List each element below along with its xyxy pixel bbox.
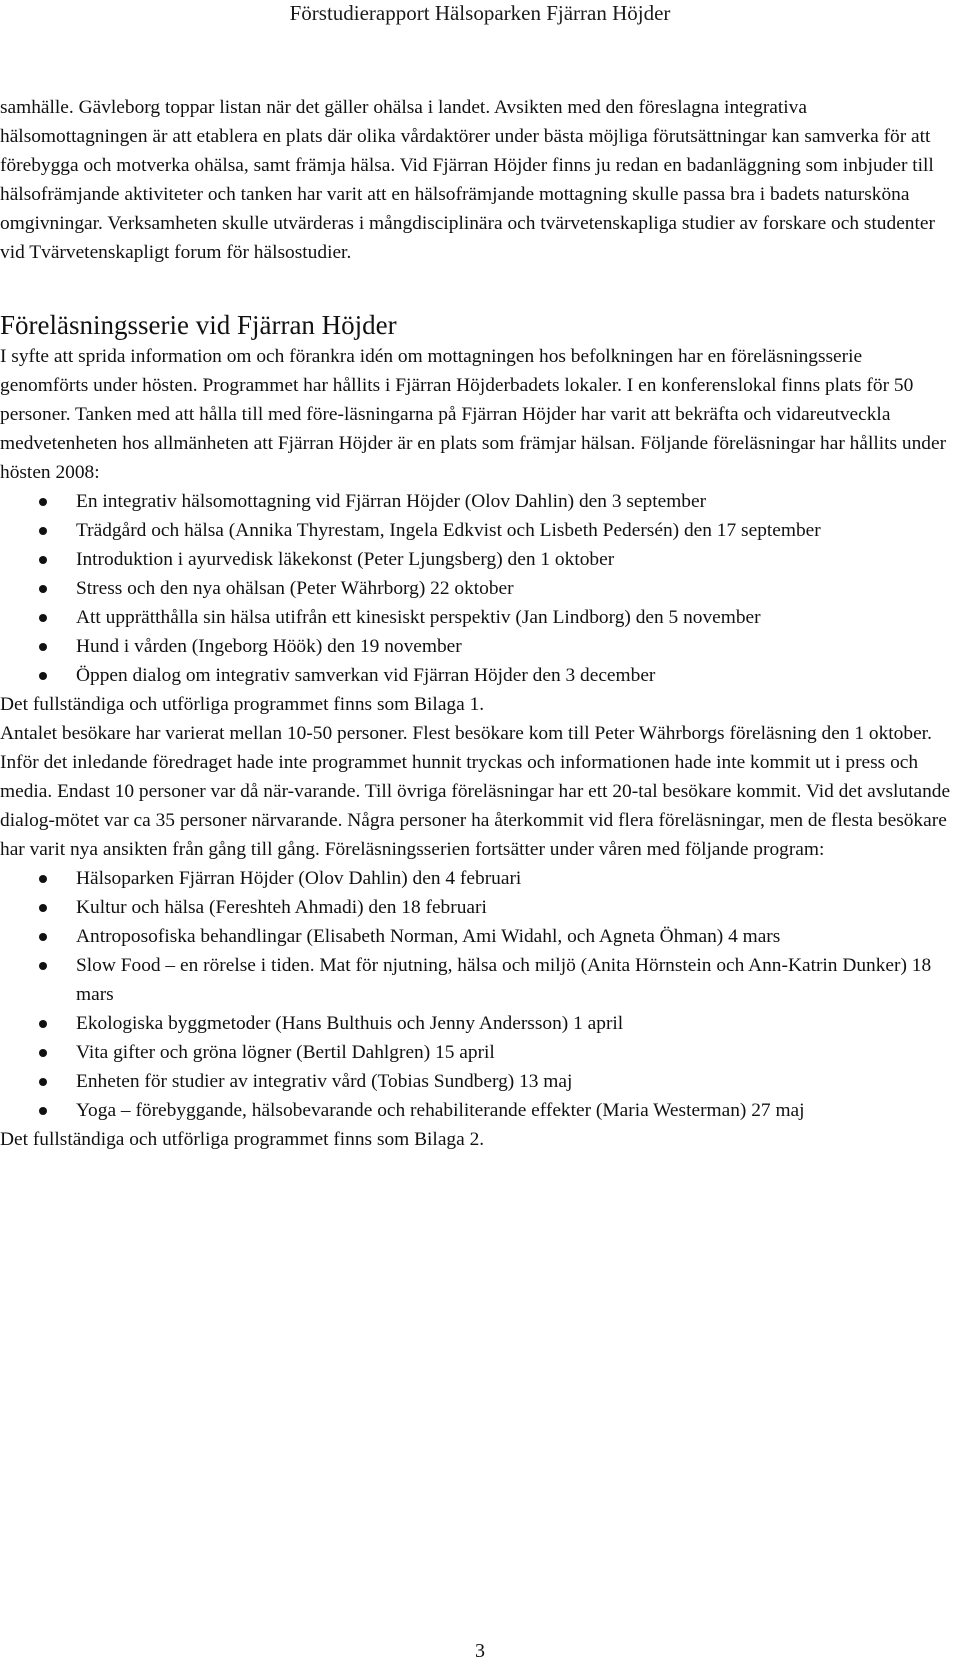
list-item xyxy=(0,893,952,922)
bullet-icon xyxy=(39,1107,47,1115)
list-item xyxy=(0,1038,952,1067)
list-item-text: En integrativ hälsomottagning vid Fjärran Höjder (Olov Dahlin) den 3 september xyxy=(76,491,707,512)
list-item xyxy=(0,603,952,632)
list-item xyxy=(0,1096,952,1125)
list-item xyxy=(0,516,952,545)
list-item xyxy=(0,922,952,951)
spring-lecture-list xyxy=(0,864,952,1125)
section-heading: Föreläsningsserie vid Fjärran Höjder xyxy=(0,310,397,340)
list-item xyxy=(0,1009,952,1038)
bullet-icon xyxy=(39,962,47,970)
list-item xyxy=(0,1067,952,1096)
list-item xyxy=(0,574,952,603)
bullet-icon xyxy=(39,527,47,535)
list-item-text: Introduktion i ayurvedisk läkekonst (Peter Ljungsberg) den 1 oktober xyxy=(76,549,615,570)
bullet-icon xyxy=(39,643,47,651)
intro-paragraph: samhälle. Gävleborg toppar listan när det gäller ohälsa i landet. Avsikten med den föreslagna integrativa hälsomottagningen är att etablera en plats där olika vårdaktörer under bästa möjliga förutsättningar kan samverka för att förebygga och motverka ohälsa, samt främja hälsa. Vid Fjärran Höjder finns ju redan en badanläggning som inbjuder till hälsofrämjande aktiviteter och tanken har varit att en hälsofrämjande mottagning skulle passa bra i badets natursköna omgivningar. Verksamheten skulle utvärderas i mångdisciplinära och tvärvetenskapliga studier av forskare och studenter vid Tvärvetenskapligt forum för hälsostudier. xyxy=(0,97,935,263)
list-item xyxy=(0,487,952,516)
page-number: 3 xyxy=(475,1640,485,1662)
bullet-icon xyxy=(39,498,47,506)
appendix-note-1: Det fullständiga och utförliga programmet finns som Bilaga 1. xyxy=(0,694,485,715)
bullet-icon xyxy=(39,614,47,622)
bullet-icon xyxy=(39,556,47,564)
bullet-icon xyxy=(39,904,47,912)
list-item-text: Yoga – förebyggande, hälsobevarande och rehabiliterande effekter (Maria Westerman) 27 maj xyxy=(76,1100,805,1121)
list-item-text: Slow Food – en rörelse i tiden. Mat för njutning, hälsa och miljö (Anita Hörnstein och Ann-Katrin Dunker) 18 mars xyxy=(76,955,932,1005)
section-paragraph: I syfte att sprida information om och förankra idén om mottagningen hos befolkningen har en föreläsningsserie genomförts under hösten. Programmet har hållits i Fjärran Höjderbadets lokaler. I en konferenslokal finns plats för 50 personer. Tanken med att hålla till med före-läsningarna på Fjärran Höjder har varit att bekräfta och vidareutveckla medvetenheten hos allmänheten att Fjärran Höjder är en plats som främjar hälsan. Följande föreläsningar har hållits under hösten 2008: xyxy=(0,346,947,483)
bullet-icon xyxy=(39,933,47,941)
autumn-lecture-list xyxy=(0,487,952,690)
list-item-text: Hund i vården (Ingeborg Höök) den 19 november xyxy=(76,636,462,657)
list-item-text: Hälsoparken Fjärran Höjder (Olov Dahlin) den 4 februari xyxy=(76,868,522,889)
bullet-icon xyxy=(39,1049,47,1057)
list-item-text: Ekologiska byggmetoder (Hans Bulthuis och Jenny Andersson) 1 april xyxy=(76,1013,624,1034)
list-item-text: Vita gifter och gröna lögner (Bertil Dahlgren) 15 april xyxy=(76,1042,495,1063)
bullet-icon xyxy=(39,585,47,593)
page-body xyxy=(0,93,952,1154)
list-item-text: Antroposofiska behandlingar (Elisabeth Norman, Ami Widahl, och Agneta Öhman) 4 mars xyxy=(76,926,781,947)
list-item-text: Enheten för studier av integrativ vård (Tobias Sundberg) 13 maj xyxy=(76,1071,573,1092)
visitors-paragraph: Antalet besökare har varierat mellan 10-50 personer. Flest besökare kom till Peter Währborgs föreläsning den 1 oktober. Inför det inledande föredraget hade inte programmet hunnit tryckas och informationen hade inte kommit ut i press och media. Endast 10 personer var då när-varande. Till övriga föreläsningar har ett 20-tal besökare kommit. Vid det avslutande dialog-mötet var ca 35 personer närvarande. Några personer ha återkommit vid flera föreläsningar, men de flesta besökare har varit nya ansikten från gång till gång. Föreläsningsserien fortsätter under våren med följande program: xyxy=(0,723,951,860)
list-item xyxy=(0,951,952,1009)
list-item-text: Att upprätthålla sin hälsa utifrån ett kinesiskt perspektiv (Jan Lindborg) den 5 november xyxy=(76,607,761,628)
list-item-text: Kultur och hälsa (Fereshteh Ahmadi) den 18 februari xyxy=(76,897,487,918)
list-item xyxy=(0,632,952,661)
running-header: Förstudierapport Hälsoparken Fjärran Höjder xyxy=(289,1,671,25)
list-item-text: Öppen dialog om integrativ samverkan vid Fjärran Höjder den 3 december xyxy=(76,665,656,686)
list-item-text: Stress och den nya ohälsan (Peter Währborg) 22 oktober xyxy=(76,578,514,599)
list-item-text: Trädgård och hälsa (Annika Thyrestam, Ingela Edkvist och Lisbeth Pedersén) den 17 september xyxy=(76,520,821,541)
bullet-icon xyxy=(39,875,47,883)
appendix-note-2: Det fullständiga och utförliga programmet finns som Bilaga 2. xyxy=(0,1129,485,1150)
list-item xyxy=(0,545,952,574)
bullet-icon xyxy=(39,1020,47,1028)
bullet-icon xyxy=(39,672,47,680)
bullet-icon xyxy=(39,1078,47,1086)
list-item xyxy=(0,864,952,893)
list-item xyxy=(0,661,952,690)
